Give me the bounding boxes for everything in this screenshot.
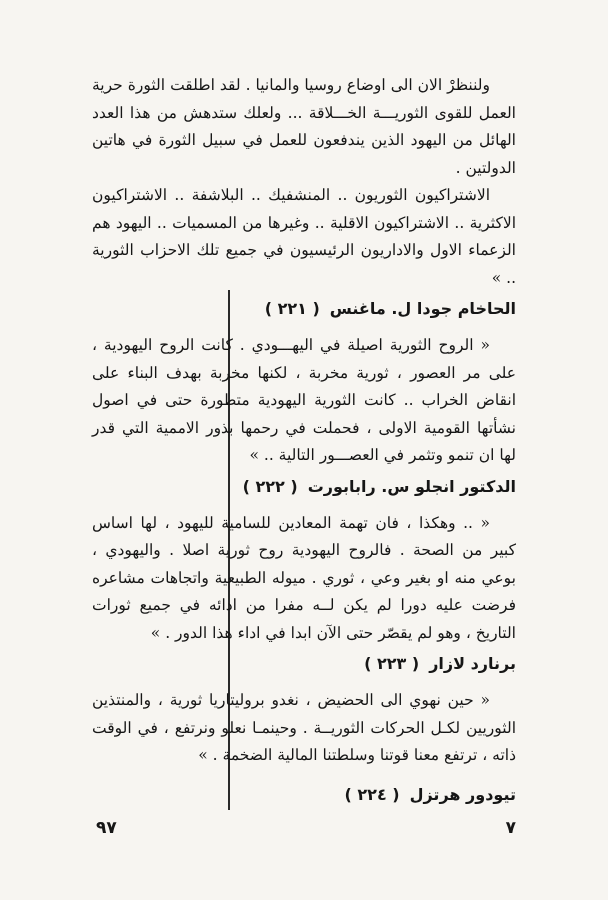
reference-number: ( ٢٢٣ ) bbox=[364, 654, 420, 673]
author-name: برنارد لازار bbox=[429, 654, 516, 673]
book-page bbox=[92, 72, 516, 872]
intro-paragraph-2: الاشتراكيون الثوريون .. المنشفيك .. البلاشفة .. الاشتراكيون الاكثرية .. الاشتراكيون الاقلية .. وغيرها من المسميات .. اليهود هم الزعماء الاول والاداريون الرئيسيون في جميع تلك الاحزاب الثورية .. » bbox=[92, 186, 516, 287]
reference-number: ( ٢٢٤ ) bbox=[344, 784, 400, 804]
section-heading-224 bbox=[92, 780, 516, 810]
signature-mark: ٧ bbox=[505, 818, 516, 838]
page-number: ٩٧ bbox=[96, 818, 117, 838]
page-footer bbox=[96, 818, 516, 838]
intro-paragraph-1: ولننظرْ الان الى اوضاع روسيا والمانيا . لقد اطلقت الثورة حرية العمل للقوى الثوريـــة الخـــلاقة ... ولعلك ستدهش من هذا العدد الهائل من اليهود الذين يندفعون للعمل في سبيل الثورة في هاتين الدولتين . bbox=[92, 76, 516, 177]
author-name: الدكتور انجلو س. رابابورت bbox=[307, 476, 516, 496]
reference-number: ( ٢٢١ ) bbox=[264, 299, 320, 318]
quote-paragraph-222: « .. وهكذا ، فان تهمة المعادين للسامية لليهود ، لها اساس كبير من الصحة . فالروح اليهودية روح ثورية اصلا . واليهودي ، بوعي منه او بغير وعي ، ثوري . ميوله الطبيعية واتجاهات مشاعره فرضت عليه دورا لم يكن لــه مفرا من ادائه في جميع ثورات التاريخ ، وهو لم يقصّر حتى الآن ابدا في اداء هذا الدور . » bbox=[92, 513, 516, 642]
reference-number: ( ٢٢٢ ) bbox=[242, 476, 298, 496]
quote-paragraph-221: « الروح الثورية اصيلة في اليهـــودي . كانت الروح اليهودية ، على مر العصور ، ثورية مخربة ، لكنها مخربة بهدف البناء على انقاض الخراب .. كانت الثورية اليهودية متطورة حتى في اصول نشأتها القومية الاولى ، فحملت في رحمها بذور الاممية التي قدر لها ان تنمو وتثمر في العصـــور التالية .. » bbox=[92, 336, 516, 464]
quote-paragraph-223: « حين نهوي الى الحضيض ، نغدو بروليتاريا ثورية ، والمنتذين الثوريين لكـل الحركات الثوريــة . وحينمـا نعلو ونرتفع ، في الوقت ذاته ، ترتفع معنا قوتنا وسلطتنا المالية الضخمة . » bbox=[92, 691, 516, 764]
author-name: الحاخام جودا ل. ماغنس bbox=[329, 299, 516, 318]
section-heading-222 bbox=[92, 472, 516, 502]
section-heading-223 bbox=[92, 649, 516, 679]
author-name: تيودور هرتزل bbox=[409, 784, 516, 804]
section-heading-221 bbox=[92, 294, 516, 324]
